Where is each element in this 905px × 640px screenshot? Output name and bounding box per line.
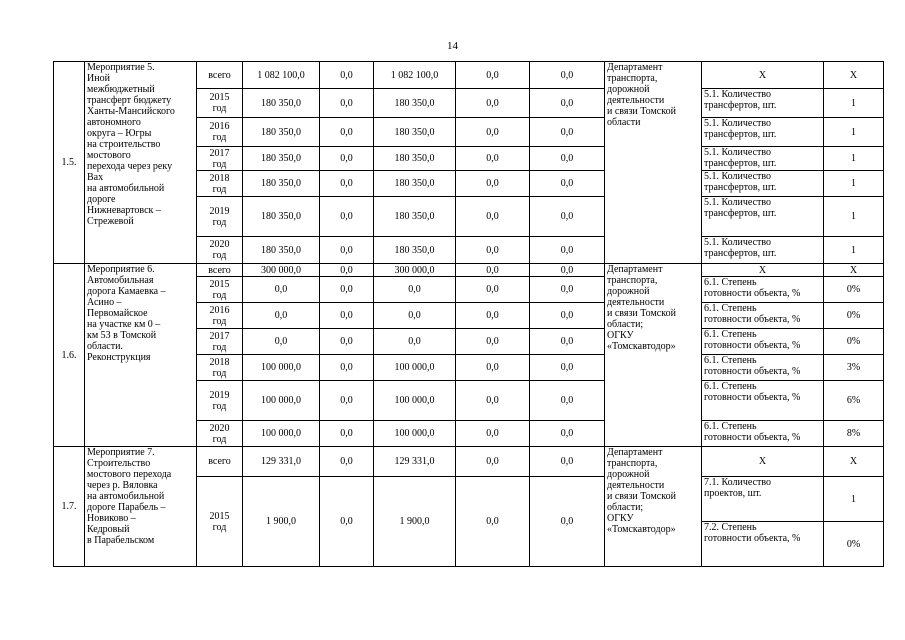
total-cell: 100 000,0 bbox=[243, 381, 320, 421]
value-cell: 0,0 bbox=[530, 303, 605, 329]
value-cell: 0,0 bbox=[530, 355, 605, 381]
value-cell: 0,0 bbox=[530, 171, 605, 197]
page-number: 14 bbox=[447, 40, 458, 52]
item-code: 1.6. bbox=[54, 264, 85, 447]
indicator-cell: 5.1. Количество трансфертов, шт. bbox=[702, 118, 824, 147]
value-cell: 129 331,0 bbox=[374, 447, 456, 477]
indicator-value: X bbox=[824, 62, 884, 89]
item-code: 1.5. bbox=[54, 62, 85, 264]
value-cell: 0,0 bbox=[456, 264, 530, 277]
value-cell: 0,0 bbox=[320, 118, 374, 147]
table-row bbox=[54, 62, 884, 89]
value-cell: 0,0 bbox=[530, 197, 605, 237]
total-cell: 100 000,0 bbox=[243, 421, 320, 447]
indicator-value: 1 bbox=[824, 89, 884, 118]
value-cell: 180 350,0 bbox=[374, 197, 456, 237]
year-cell: 2018 год bbox=[197, 355, 243, 381]
executor-cell: Департамент транспорта, дорожной деятельности и связи Томской области bbox=[605, 62, 702, 264]
value-cell: 0,0 bbox=[320, 355, 374, 381]
indicator-cell: 7.1. Количество проектов, шт. bbox=[702, 477, 824, 522]
year-cell: 2019 год bbox=[197, 197, 243, 237]
value-cell: 0,0 bbox=[530, 62, 605, 89]
total-cell: 180 350,0 bbox=[243, 147, 320, 171]
value-cell: 0,0 bbox=[456, 89, 530, 118]
value-cell: 300 000,0 bbox=[374, 264, 456, 277]
year-cell: 2015 год bbox=[197, 477, 243, 567]
table-body bbox=[54, 62, 884, 567]
indicator-value: 1 bbox=[824, 118, 884, 147]
indicator-value: 3% bbox=[824, 355, 884, 381]
value-cell: 0,0 bbox=[530, 447, 605, 477]
total-cell: 180 350,0 bbox=[243, 237, 320, 264]
value-cell: 0,0 bbox=[456, 303, 530, 329]
indicator-value: 1 bbox=[824, 197, 884, 237]
year-cell: 2017 год bbox=[197, 329, 243, 355]
value-cell: 180 350,0 bbox=[374, 89, 456, 118]
value-cell: 1 900,0 bbox=[374, 477, 456, 567]
indicator-value: 8% bbox=[824, 421, 884, 447]
value-cell: 0,0 bbox=[456, 147, 530, 171]
value-cell: 100 000,0 bbox=[374, 381, 456, 421]
value-cell: 0,0 bbox=[530, 381, 605, 421]
indicator-cell: 5.1. Количество трансфертов, шт. bbox=[702, 171, 824, 197]
value-cell: 0,0 bbox=[456, 355, 530, 381]
indicator-cell: 6.1. Степень готовности объекта, % bbox=[702, 355, 824, 381]
indicator-value: X bbox=[824, 447, 884, 477]
value-cell: 0,0 bbox=[530, 421, 605, 447]
indicator-cell: X bbox=[702, 264, 824, 277]
total-cell: 180 350,0 bbox=[243, 89, 320, 118]
value-cell: 180 350,0 bbox=[374, 147, 456, 171]
indicator-value: 0% bbox=[824, 329, 884, 355]
year-cell: 2020 год bbox=[197, 421, 243, 447]
indicator-value: X bbox=[824, 264, 884, 277]
executor-cell: Департамент транспорта, дорожной деятельности и связи Томской области; ОГКУ «Томскавтодор» bbox=[605, 264, 702, 447]
value-cell: 0,0 bbox=[456, 477, 530, 567]
indicator-cell: 5.1. Количество трансфертов, шт. bbox=[702, 147, 824, 171]
value-cell: 0,0 bbox=[320, 264, 374, 277]
value-cell: 0,0 bbox=[456, 171, 530, 197]
value-cell: 180 350,0 bbox=[374, 118, 456, 147]
item-name: Мероприятие 5. Иной межбюджетный трансферт бюджету Ханты-Мансийского автономного округа – Югры на строительство мостового перехода через реку Вах на автомобильной дороге Нижневартовск – Стрежевой bbox=[85, 62, 197, 264]
value-cell: 0,0 bbox=[456, 447, 530, 477]
indicator-value: 1 bbox=[824, 147, 884, 171]
indicator-value: 0% bbox=[824, 277, 884, 303]
value-cell: 180 350,0 bbox=[374, 171, 456, 197]
value-cell: 0,0 bbox=[374, 329, 456, 355]
value-cell: 0,0 bbox=[456, 62, 530, 89]
value-cell: 1 082 100,0 bbox=[374, 62, 456, 89]
value-cell: 0,0 bbox=[456, 329, 530, 355]
year-cell: всего bbox=[197, 62, 243, 89]
value-cell: 0,0 bbox=[320, 62, 374, 89]
indicator-cell: 5.1. Количество трансфертов, шт. bbox=[702, 237, 824, 264]
indicator-cell: 6.1. Степень готовности объекта, % bbox=[702, 329, 824, 355]
year-cell: 2016 год bbox=[197, 303, 243, 329]
total-cell: 129 331,0 bbox=[243, 447, 320, 477]
indicator-value: 0% bbox=[824, 522, 884, 567]
total-cell: 0,0 bbox=[243, 329, 320, 355]
value-cell: 0,0 bbox=[456, 118, 530, 147]
year-cell: 2015 год bbox=[197, 277, 243, 303]
value-cell: 0,0 bbox=[320, 303, 374, 329]
total-cell: 300 000,0 bbox=[243, 264, 320, 277]
value-cell: 0,0 bbox=[530, 264, 605, 277]
indicator-cell: 5.1. Количество трансфертов, шт. bbox=[702, 197, 824, 237]
value-cell: 0,0 bbox=[320, 477, 374, 567]
value-cell: 0,0 bbox=[530, 477, 605, 567]
table-row bbox=[54, 447, 884, 477]
value-cell: 0,0 bbox=[320, 277, 374, 303]
indicator-cell: 6.1. Степень готовности объекта, % bbox=[702, 277, 824, 303]
value-cell: 0,0 bbox=[320, 237, 374, 264]
total-cell: 0,0 bbox=[243, 303, 320, 329]
indicator-cell: 6.1. Степень готовности объекта, % bbox=[702, 381, 824, 421]
indicator-cell: 6.1. Степень готовности объекта, % bbox=[702, 303, 824, 329]
indicator-value: 0% bbox=[824, 303, 884, 329]
indicator-cell: X bbox=[702, 62, 824, 89]
year-cell: всего bbox=[197, 447, 243, 477]
total-cell: 0,0 bbox=[243, 277, 320, 303]
value-cell: 0,0 bbox=[456, 381, 530, 421]
value-cell: 100 000,0 bbox=[374, 355, 456, 381]
total-cell: 180 350,0 bbox=[243, 197, 320, 237]
total-cell: 180 350,0 bbox=[243, 171, 320, 197]
value-cell: 0,0 bbox=[320, 381, 374, 421]
value-cell: 0,0 bbox=[530, 237, 605, 264]
total-cell: 1 900,0 bbox=[243, 477, 320, 567]
total-cell: 180 350,0 bbox=[243, 118, 320, 147]
year-cell: 2020 год bbox=[197, 237, 243, 264]
value-cell: 0,0 bbox=[320, 89, 374, 118]
value-cell: 0,0 bbox=[456, 237, 530, 264]
item-name: Мероприятие 7. Строительство мостового перехода через р. Вяловка на автомобильной дороге Парабель – Новиково – Кедровый в Парабельском bbox=[85, 447, 197, 567]
value-cell: 0,0 bbox=[320, 171, 374, 197]
value-cell: 0,0 bbox=[320, 421, 374, 447]
indicator-cell: 7.2. Степень готовности объекта, % bbox=[702, 522, 824, 567]
item-name: Мероприятие 6. Автомобильная дорога Камаевка – Асино – Первомайское на участке км 0 – км 53 в Томской области. Реконструкция bbox=[85, 264, 197, 447]
value-cell: 0,0 bbox=[530, 329, 605, 355]
value-cell: 0,0 bbox=[374, 277, 456, 303]
year-cell: 2019 год bbox=[197, 381, 243, 421]
value-cell: 0,0 bbox=[456, 421, 530, 447]
year-cell: 2018 год bbox=[197, 171, 243, 197]
total-cell: 1 082 100,0 bbox=[243, 62, 320, 89]
value-cell: 0,0 bbox=[530, 147, 605, 171]
value-cell: 0,0 bbox=[320, 447, 374, 477]
executor-cell: Департамент транспорта, дорожной деятельности и связи Томской области; ОГКУ «Томскавтодор» bbox=[605, 447, 702, 567]
value-cell: 100 000,0 bbox=[374, 421, 456, 447]
value-cell: 0,0 bbox=[456, 277, 530, 303]
total-cell: 100 000,0 bbox=[243, 355, 320, 381]
value-cell: 0,0 bbox=[320, 329, 374, 355]
indicator-value: 1 bbox=[824, 237, 884, 264]
year-cell: 2015 год bbox=[197, 89, 243, 118]
program-table bbox=[53, 61, 884, 567]
indicator-value: 1 bbox=[824, 171, 884, 197]
year-cell: 2017 год bbox=[197, 147, 243, 171]
year-cell: всего bbox=[197, 264, 243, 277]
item-code: 1.7. bbox=[54, 447, 85, 567]
value-cell: 180 350,0 bbox=[374, 237, 456, 264]
indicator-value: 1 bbox=[824, 477, 884, 522]
value-cell: 0,0 bbox=[320, 197, 374, 237]
value-cell: 0,0 bbox=[530, 118, 605, 147]
indicator-cell: 6.1. Степень готовности объекта, % bbox=[702, 421, 824, 447]
indicator-cell: X bbox=[702, 447, 824, 477]
value-cell: 0,0 bbox=[530, 89, 605, 118]
value-cell: 0,0 bbox=[530, 277, 605, 303]
value-cell: 0,0 bbox=[320, 147, 374, 171]
indicator-value: 6% bbox=[824, 381, 884, 421]
indicator-cell: 5.1. Количество трансфертов, шт. bbox=[702, 89, 824, 118]
value-cell: 0,0 bbox=[456, 197, 530, 237]
year-cell: 2016 год bbox=[197, 118, 243, 147]
table-row bbox=[54, 264, 884, 277]
value-cell: 0,0 bbox=[374, 303, 456, 329]
